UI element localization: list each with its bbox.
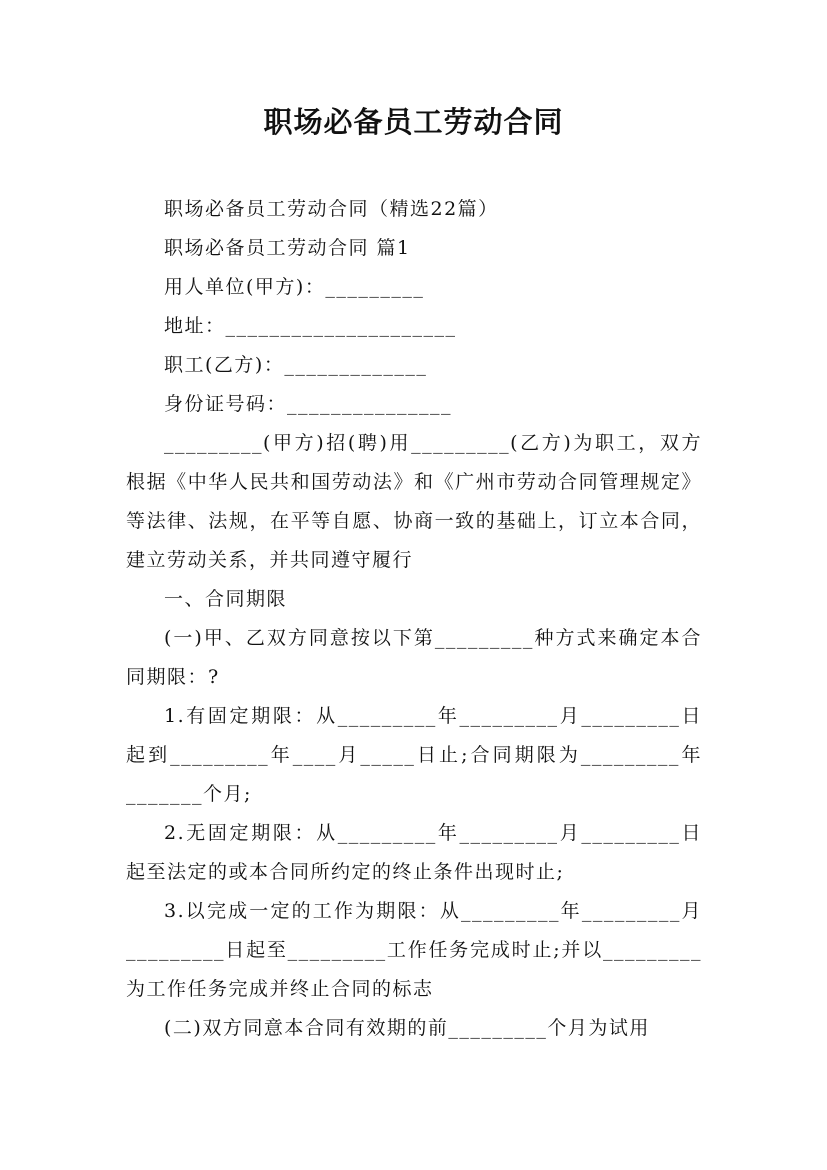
open-term-paragraph: 2.无固定期限：从_________年_________月_________日起至法定的或本合同所约定的终止条件出现时止; (126, 822, 702, 883)
subtitle-paragraph: 职场必备员工劳动合同（精选22篇） (164, 198, 499, 220)
contract-term-heading: 一、合同期限 (164, 588, 288, 610)
address-field: 地址：_____________________ (164, 315, 457, 337)
probation-paragraph: (二)双方同意本合同有效期的前_________个月为试用 (164, 1017, 650, 1039)
id-number-field: 身份证号码：_______________ (164, 393, 453, 415)
employer-field: 用人单位(甲方)：_________ (164, 276, 425, 298)
task-term-paragraph: 3.以完成一定的工作为期限：从_________年_________月_________日起至_________工作任务完成时止;并以_________为工作任务完成并终止合同的标志 (126, 900, 702, 1000)
document-title: 职场必备员工劳动合同 (263, 105, 564, 139)
document-body (126, 190, 702, 1048)
employee-field: 职工(乙方)：_____________ (164, 354, 428, 376)
section-heading: 职场必备员工劳动合同 篇1 (164, 237, 411, 259)
term-method-paragraph: (一)甲、乙双方同意按以下第_________种方式来确定本合同期限：? (126, 627, 702, 688)
fixed-term-paragraph: 1.有固定期限：从_________年_________月_________日起到_________年____月_____日止;合同期限为_________年_______个月; (126, 705, 702, 805)
preamble-paragraph: _________(甲方)招(聘)用_________(乙方)为职工，双方根据《中华人民共和国劳动法》和《广州市劳动合同管理规定》等法律、法规，在平等自愿、协商一致的基础上，订立本合同，建立劳动关系，并共同遵守履行 (126, 432, 702, 571)
